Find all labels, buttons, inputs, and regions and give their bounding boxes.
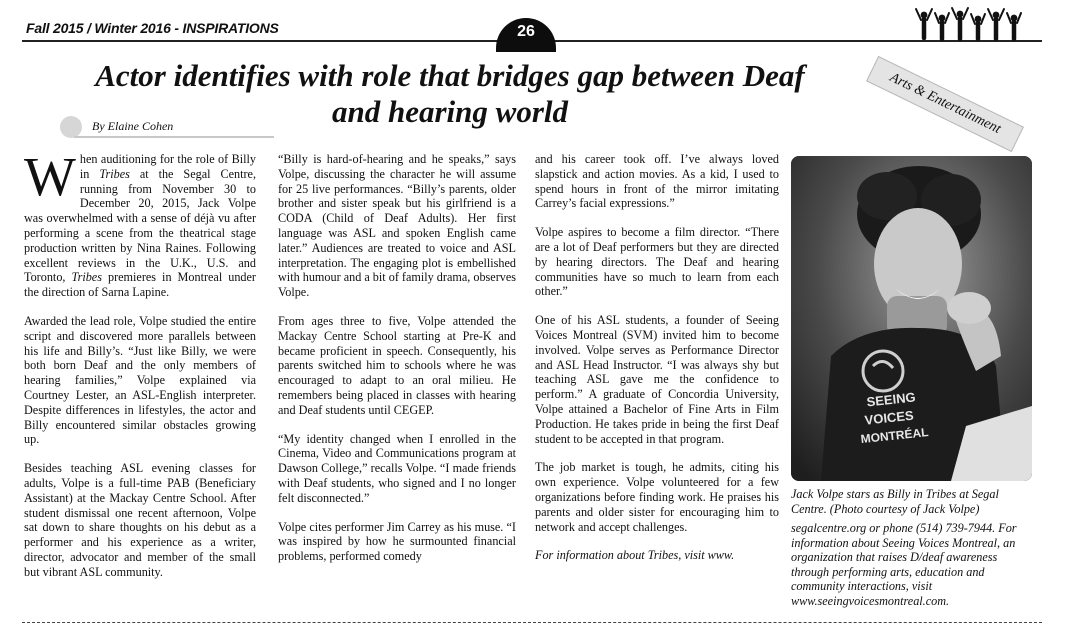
text-run: premieres in Montreal under the direction of Sarna Lapine. xyxy=(24,270,256,300)
article-column-2 xyxy=(278,152,516,564)
shirt-text-line: SEEING xyxy=(865,389,917,410)
article-paragraph: Volpe cites performer Jim Carrey as his muse. “I was inspired by how he surmounted financial problems, performed comedy xyxy=(278,519,516,564)
byline-decoration xyxy=(60,116,210,138)
byline-circle xyxy=(60,116,82,138)
article-paragraph: Besides teaching ASL evening classes for adults, Volpe is a full-time PAB (Beneficiary Assistant) at the Mackay Centre School. After student dismissal one recent afternoon, Volpe sat down to share thoughts on his debut as a performer and his experience as a writer, director, advocator and member of the small but vibrant ASL community. xyxy=(24,461,256,579)
photo-caption xyxy=(791,487,1036,516)
shirt-text-line: MONTRÉAL xyxy=(860,425,930,447)
issue-label: Fall 2015 / Winter 2016 - INSPIRATIONS xyxy=(26,20,279,36)
info-paragraph-start: For information about Tribes, visit www. xyxy=(535,548,735,563)
section-tag: Arts & Entertainment xyxy=(866,56,1024,152)
page-number: 26 xyxy=(496,18,556,52)
article-paragraph: One of his ASL students, a founder of Seeing Voices Montreal (SVM) invited him to become involved. Volpe serves as Performance Director and ASL Head Instructor. “I was always shy but teaching ASL gave me the confidence to perform.” A graduate of Concordia University, Volpe attained a Bachelor of Fine Arts in Film Production. He takes pride in being the first Deaf student to be accepted in that program. xyxy=(535,313,779,446)
title-italic: Tribes xyxy=(71,270,102,285)
people-raising-hands-logo-icon xyxy=(912,6,1042,44)
article-paragraph: From ages three to five, Volpe attended the Mackay Centre School starting at Pre-K and became proficient in speech. Consequently, his parents switched him to schools where he was encouraged to adapt to an oral milieu. He remembers being placed in classes with hearing and Deaf students until CEGEP. xyxy=(278,313,516,417)
text-run: at the Segal Centre, running from November 30 to December 20, 2015, Jack Volpe was overwhelmed with a sense of déjà vu after performing a scene from the theatrical stage production written by Nina Raines. Following excellent reviews in the U.K., U.S. and Toronto, xyxy=(24,166,257,285)
text-run: hen auditioning for the role of Billy in xyxy=(79,152,256,181)
article-paragraph: Awarded the lead role, Volpe studied the entire script and discovered more parallels between his life and Billy’s. “Just like Billy, we were both born Deaf and the only members of hearing families,” Volpe explained via Courtney Lester, an ASL-English interpreter. Despite differences in lifestyles, the actor and Billy encountered similar obstacles growing up. xyxy=(24,313,256,447)
byline-rule xyxy=(74,136,274,138)
article-column-1 xyxy=(24,146,257,580)
headline: Actor identifies with role that bridges gap between Deaf and hearing world xyxy=(95,58,805,129)
article-paragraph: “Billy is hard-of-hearing and he speaks,” says Volpe, discussing the character he will assume for 25 live performances. “Billy’s parents, older brother and sister speak but his girlfriend is a CODA (Child of Deaf Adults). Her first language was ASL and spoken English came later.” Audiences are treated to voice and ASL interpretation. The engaging plot is embellished with humour and a bit of family drama, observes Volpe. xyxy=(278,152,516,300)
article-paragraph: and his career took off. I’ve always loved slapstick and action movies. As a kid, I used to spend hours in front of the mirror imitating Carrey’s facial expressions.” xyxy=(535,152,779,211)
actor-photo xyxy=(791,156,1032,481)
article-paragraph: The job market is tough, he admits, citing his own experience. Volpe volunteered for a few organizations before finding work. He praises his parents and older sister for encouraging him to network and accept challenges. xyxy=(535,460,779,534)
article-paragraph xyxy=(24,146,257,300)
byline: By Elaine Cohen xyxy=(92,119,174,133)
article-column-3 xyxy=(535,152,779,563)
article-paragraph: “My identity changed when I enrolled in the Cinema, Video and Communications program at Dawson College,” recalls Volpe. “I made friends with Deaf students, who signed and I no longer felt disconnected.” xyxy=(278,431,516,505)
caption-text: Jack Volpe stars as Billy in Tribes at Segal Centre. (Photo courtesy of Jack Volpe) xyxy=(791,487,999,516)
article-paragraph: Volpe aspires to become a film director. “There are a lot of Deaf performers but they are directed by hearing directors. The Deaf and hearing communities have so much to learn from each other.” xyxy=(535,225,779,299)
info-paragraph: segalcentre.org or phone (514) 739-7944. For information about Seeing Voices Montreal, an organization that raises D/deaf awareness through performing arts, education and community interactions, visit www.seeingvoicesmontreal.com. xyxy=(791,521,1017,608)
drop-cap: W xyxy=(24,146,76,207)
title-italic: Tribes xyxy=(99,166,130,181)
shirt-text-line: VOICES xyxy=(863,407,915,428)
actor-photo-illustration xyxy=(791,156,1032,481)
footer-rule xyxy=(22,622,1042,623)
